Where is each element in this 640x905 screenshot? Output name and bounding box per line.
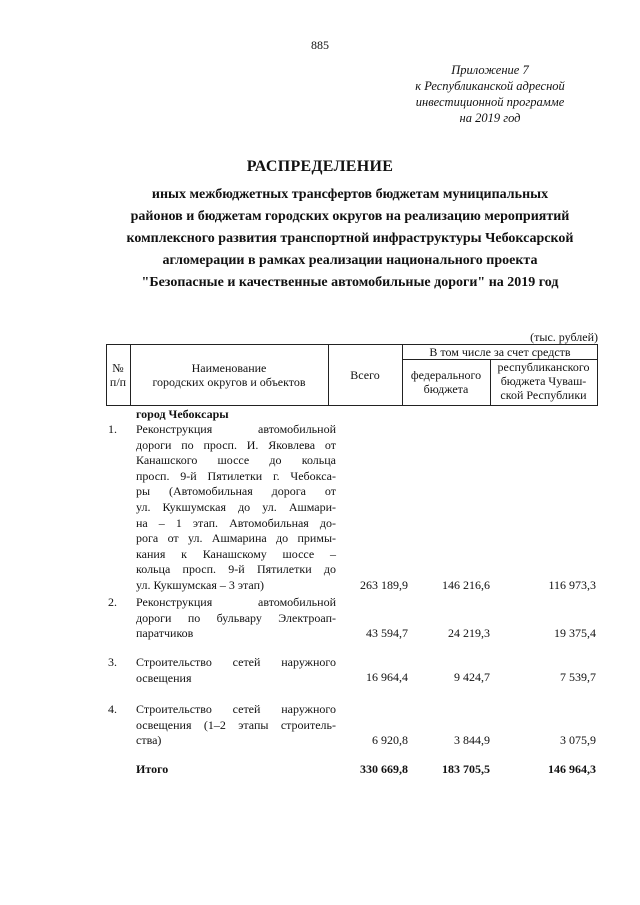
row-number: 4. <box>108 702 117 716</box>
row-number: 2. <box>108 595 117 609</box>
header-text: Наименование <box>191 361 267 375</box>
row-republic: 116 973,3 <box>548 578 596 592</box>
header-text: п/п <box>109 375 127 389</box>
grand-total: 330 669,8 <box>360 762 408 776</box>
header-text: бюджета Чуваш- <box>500 374 587 388</box>
row-name-line: освещения <box>136 670 192 685</box>
appendix-line: Приложение 7 <box>451 63 529 77</box>
subtitle-line: комплексного развития транспортной инфраструктуры Чебоксарской <box>126 231 574 246</box>
row-name-line: Канашского шоссе до кольца <box>136 453 336 468</box>
grand-total-republic: 146 964,3 <box>548 762 596 776</box>
header-federal <box>402 368 490 396</box>
row-name-line: рога от ул. Ашмарина до примы- <box>136 531 336 546</box>
row-name-line: Строительство сетей наружного <box>136 702 336 716</box>
row-name-line: ул. Кукшумская – 3 этап) <box>136 577 265 592</box>
row-number: 3. <box>108 655 117 669</box>
row-federal: 9 424,7 <box>454 670 490 684</box>
appendix-line: инвестиционной программе <box>415 95 565 109</box>
row-name <box>136 595 336 642</box>
header-text: № <box>112 361 124 375</box>
row-federal: 24 219,3 <box>448 626 490 640</box>
row-name-line: ры (Автомобильная дорога от <box>136 484 336 499</box>
header-text: республиканского <box>497 360 590 374</box>
header-text: федерального <box>410 368 482 382</box>
total-label: Итого <box>136 762 169 776</box>
row-number: 1. <box>108 422 117 436</box>
header-text: ской Республики <box>500 388 587 402</box>
row-name-line: Реконструкция автомобильной <box>136 595 336 609</box>
row-name-line: кания к Канашскому шоссе – <box>136 546 336 561</box>
row-republic: 7 539,7 <box>560 670 596 684</box>
row-name-line: на – 1 этап. Автомобильная до- <box>136 515 336 530</box>
row-total: 16 964,4 <box>366 670 408 684</box>
row-name-line: просп. 9-й Пятилетки г. Чебокса- <box>136 468 336 483</box>
row-name-line: Строительство сетей наружного <box>136 655 336 669</box>
row-federal: 146 216,6 <box>442 578 490 592</box>
row-republic: 3 075,9 <box>560 733 596 747</box>
row-total: 43 594,7 <box>366 626 408 640</box>
row-name-line: Реконструкция автомобильной <box>136 422 336 436</box>
row-name <box>136 655 336 686</box>
header-text: бюджета <box>423 382 469 396</box>
grand-total-federal: 183 705,5 <box>442 762 490 776</box>
row-name-line: ул. Кукшумская до ул. Ашмари- <box>136 499 336 514</box>
row-total: 263 189,9 <box>360 578 408 592</box>
row-name-line: дороги по просп. И. Яковлева от <box>136 437 336 452</box>
subtitle-line: районов и бюджетам городских округов на реализацию мероприятий <box>130 209 570 224</box>
appendix-line: на 2019 год <box>459 111 521 125</box>
city-group-label: город Чебоксары <box>136 407 229 421</box>
units-label: (тыс. рублей) <box>530 330 598 344</box>
row-name-line: дороги по бульвару Электроап- <box>136 610 336 625</box>
row-name-line: освещения (1–2 этапы строитель- <box>136 717 336 732</box>
subtitle-line: агломерации в рамках реализации национального проекта <box>162 253 538 268</box>
header-total: Всего <box>350 368 380 382</box>
row-name <box>136 422 336 594</box>
row-republic: 19 375,4 <box>554 626 596 640</box>
row-name-line: кольца просп. 9-й Пятилетки до <box>136 562 336 577</box>
header-group: В том числе за счет средств <box>429 345 571 359</box>
row-name <box>136 702 336 749</box>
row-federal: 3 844,9 <box>454 733 490 747</box>
row-total: 6 920,8 <box>372 733 408 747</box>
document-subtitle <box>90 184 610 294</box>
table-header-bottom <box>106 405 598 406</box>
row-name-line: ства) <box>136 733 162 748</box>
header-num <box>106 361 130 389</box>
header-republic <box>490 360 597 402</box>
appendix-note <box>380 62 600 126</box>
header-name <box>130 361 328 389</box>
header-text: городских округов и объектов <box>152 375 306 389</box>
row-name-line: паратчиков <box>136 626 194 641</box>
subtitle-line: "Безопасные и качественные автомобильные дороги" на 2019 год <box>141 275 559 290</box>
subtitle-line: иных межбюджетных трансфертов бюджетам муниципальных <box>151 187 549 202</box>
document-title: РАСПРЕДЕЛЕНИЕ <box>246 158 394 175</box>
page-number: 885 <box>311 38 329 52</box>
appendix-line: к Республиканской адресной <box>415 79 565 93</box>
